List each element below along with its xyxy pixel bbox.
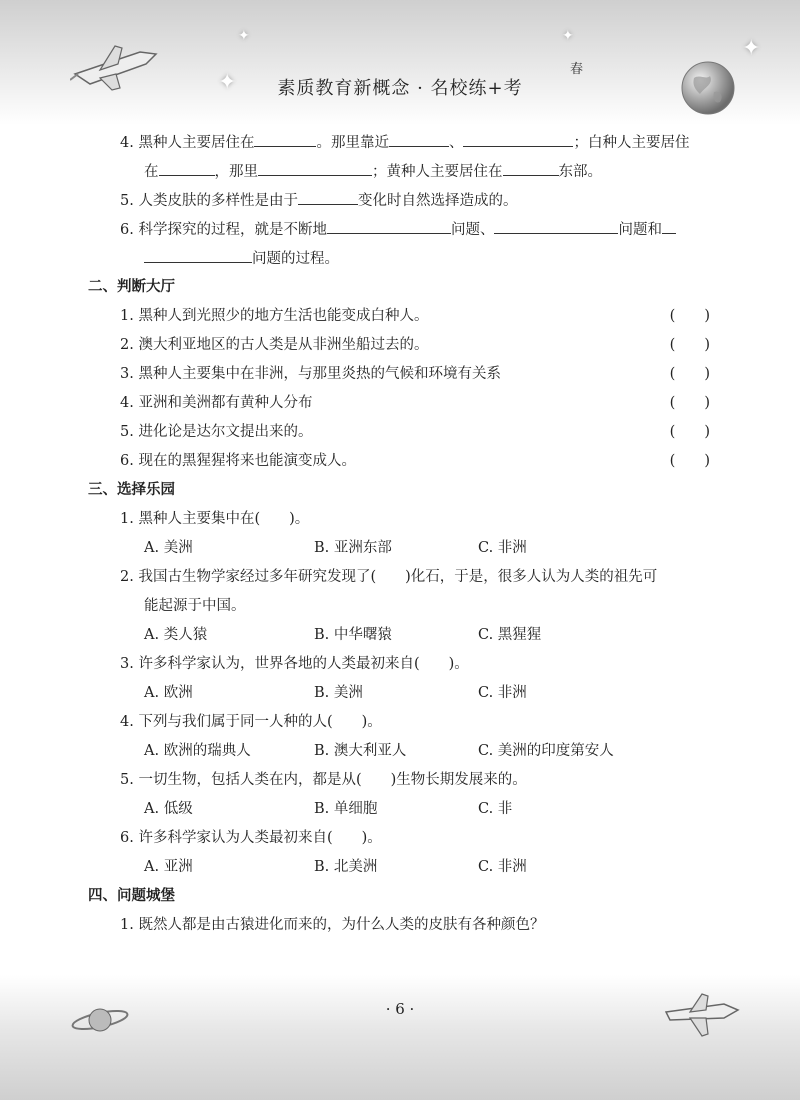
- choice-options: [88, 621, 728, 650]
- question-text: 问题、: [450, 222, 495, 238]
- fill-question-6-line2: [88, 244, 728, 273]
- option-b[interactable]: B. 中华曙猿: [314, 627, 392, 643]
- choice-stem: 5. 一切生物，包括人类在内，都是从( )生物长期发展来的。: [120, 772, 527, 788]
- option-b[interactable]: B. 美洲: [314, 685, 363, 701]
- choice-options: [88, 737, 728, 766]
- option-b[interactable]: B. 北美洲: [314, 859, 378, 875]
- question-text: 、: [448, 135, 464, 151]
- choice-stem: 6. 许多科学家认为人类最初来自( )。: [120, 830, 382, 846]
- choice-stem-continued: 能起源于中国。: [144, 598, 246, 614]
- answer-blank[interactable]: [494, 215, 618, 234]
- option-c[interactable]: C. 非洲: [478, 859, 527, 875]
- option-c[interactable]: C. 黑猩猩: [478, 627, 542, 643]
- judge-item: [88, 331, 728, 360]
- judge-item-text: 3. 黑种人主要集中在非洲，与那里炎热的气候和环境有关系: [120, 366, 501, 382]
- section-title-judge: 二、判断大厅: [88, 279, 175, 295]
- fill-question-5: [88, 186, 728, 215]
- answer-blank[interactable]: [144, 244, 252, 263]
- option-c[interactable]: C. 非洲: [478, 540, 527, 556]
- judge-item: [88, 389, 728, 418]
- page-number: · 6 ·: [385, 1000, 415, 1018]
- question-text: 5. 人类皮肤的多样性是由于: [120, 193, 298, 209]
- answer-blank[interactable]: [254, 128, 316, 147]
- open-question-1: 1. 既然人都是由古猿进化而来的，为什么人类的皮肤有各种颜色？: [120, 917, 545, 933]
- sparkle-icon: ✦: [562, 28, 574, 44]
- globe-icon: [680, 60, 736, 116]
- judge-item: [88, 302, 728, 331]
- answer-parentheses[interactable]: ( ): [669, 337, 710, 353]
- judge-item: [88, 447, 728, 476]
- question-text: 变化时自然选择造成的。: [357, 193, 518, 209]
- answer-parentheses[interactable]: ( ): [669, 366, 710, 382]
- fill-question-4-line2: [88, 157, 728, 186]
- question-text: 东部。: [558, 164, 602, 180]
- question-text: ，那里: [214, 164, 258, 180]
- answer-blank[interactable]: [503, 157, 559, 176]
- question-text: 问题的过程。: [252, 251, 339, 267]
- question-text: 问题和: [618, 222, 662, 238]
- question-text: 在: [144, 164, 159, 180]
- option-a[interactable]: A. 低级: [144, 801, 193, 817]
- space-shuttle-icon: [662, 990, 742, 1040]
- option-c[interactable]: C. 非: [478, 801, 513, 817]
- answer-blank[interactable]: [389, 128, 449, 147]
- question-text: ；黄种人主要居住在: [372, 164, 503, 180]
- option-c[interactable]: C. 非洲: [478, 685, 527, 701]
- answer-blank[interactable]: [327, 215, 451, 234]
- question-text: 6. 科学探究的过程，就是不断地: [120, 222, 327, 238]
- option-b[interactable]: B. 单细胞: [314, 801, 378, 817]
- judge-item: [88, 418, 728, 447]
- question-text: ；白种人主要居住: [573, 135, 690, 151]
- sparkle-icon: ✦: [238, 28, 250, 44]
- sparkle-icon: ✦: [218, 70, 237, 95]
- choice-stem: 4. 下列与我们属于同一人种的人( )。: [120, 714, 382, 730]
- answer-blank[interactable]: [662, 215, 676, 234]
- fill-question-6-line1: [88, 215, 728, 244]
- judge-item-text: 1. 黑种人到光照少的地方生活也能变成白种人。: [120, 308, 429, 324]
- option-b[interactable]: B. 亚洲东部: [314, 540, 392, 556]
- choice-stem: 2. 我国古生物学家经过多年研究发现了( )化石，于是，很多人认为人类的祖先可: [120, 569, 658, 585]
- fill-question-4-line1: [88, 128, 728, 157]
- judge-item-text: 5. 进化论是达尔文提出来的。: [120, 424, 313, 440]
- option-a[interactable]: A. 亚洲: [144, 859, 193, 875]
- option-a[interactable]: A. 欧洲: [144, 685, 193, 701]
- answer-parentheses[interactable]: ( ): [669, 308, 710, 324]
- question-text: 。那里靠近: [316, 135, 389, 151]
- answer-parentheses[interactable]: ( ): [669, 424, 710, 440]
- choice-options: [88, 534, 728, 563]
- answer-blank[interactable]: [298, 186, 358, 205]
- option-c[interactable]: C. 美洲的印度第安人: [478, 743, 614, 759]
- question-text: 4. 黑种人主要居住在: [120, 135, 255, 151]
- answer-parentheses[interactable]: ( ): [669, 453, 710, 469]
- answer-blank[interactable]: [159, 157, 215, 176]
- option-a[interactable]: A. 类人猿: [144, 627, 208, 643]
- header-title: 素质教育新概念 · 名校练+考: [277, 78, 523, 99]
- choice-options: [88, 679, 728, 708]
- season-label: 春: [570, 62, 584, 77]
- option-a[interactable]: A. 欧洲的瑞典人: [144, 743, 251, 759]
- answer-blank[interactable]: [463, 128, 573, 147]
- option-b[interactable]: B. 澳大利亚人: [314, 743, 407, 759]
- judge-item-text: 2. 澳大利亚地区的古人类是从非洲坐船过去的。: [120, 337, 429, 353]
- answer-blank[interactable]: [258, 157, 372, 176]
- judge-item-text: 4. 亚洲和美洲都有黄种人分布: [120, 395, 313, 411]
- worksheet-content: [88, 128, 728, 940]
- sparkle-icon: ✦: [742, 36, 761, 61]
- choice-stem: 1. 黑种人主要集中在( )。: [120, 511, 310, 527]
- option-a[interactable]: A. 美洲: [144, 540, 193, 556]
- section-title-choice: 三、选择乐园: [88, 482, 175, 498]
- section-title-questions: 四、问题城堡: [88, 888, 175, 904]
- choice-options: [88, 795, 728, 824]
- judge-item-text: 6. 现在的黑猩猩将来也能演变成人。: [120, 453, 356, 469]
- answer-parentheses[interactable]: ( ): [669, 395, 710, 411]
- judge-item: [88, 360, 728, 389]
- choice-stem: 3. 许多科学家认为，世界各地的人类最初来自( )。: [120, 656, 469, 672]
- choice-options: [88, 853, 728, 882]
